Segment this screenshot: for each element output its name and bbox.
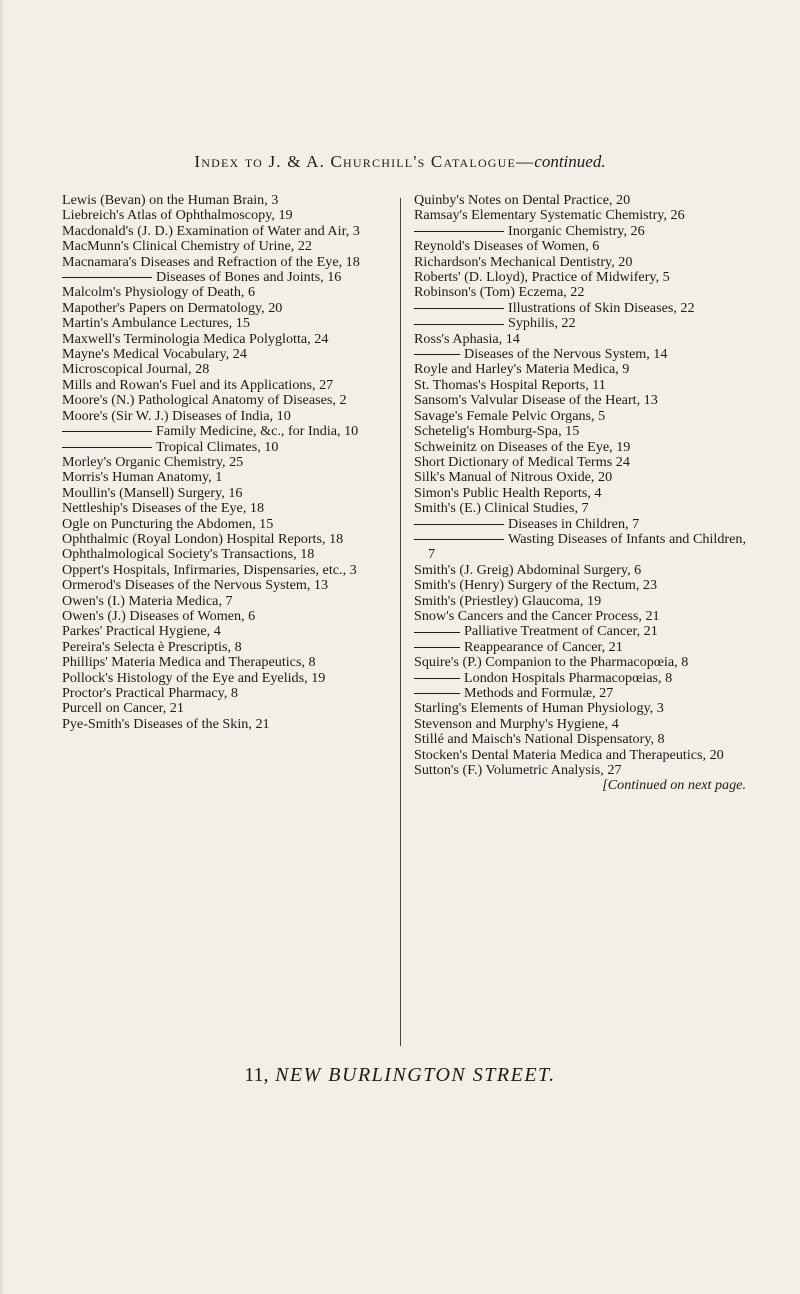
index-entry	[414, 440, 746, 455]
index-entry	[414, 455, 746, 470]
page-footer	[0, 1064, 800, 1087]
ditto-dash	[414, 539, 504, 540]
page-edge	[0, 0, 4, 1294]
index-entry	[62, 424, 392, 439]
continued-note: [Continued on next page.	[602, 777, 746, 794]
index-entry	[414, 409, 746, 424]
index-entry-text: Wasting Diseases of Infants and Children, 7	[428, 530, 746, 563]
index-entry-text: Quinby's Notes on Dental Practice, 20	[414, 192, 631, 208]
index-entry	[414, 362, 746, 377]
index-entry	[414, 424, 746, 439]
index-entry	[62, 578, 392, 593]
column-divider	[400, 198, 401, 1046]
index-entry	[414, 193, 746, 208]
index-entry-text: Schweinitz on Diseases of the Eye, 19	[414, 438, 631, 455]
index-entry-text: Simon's Public Health Reports, 4	[414, 484, 602, 501]
index-entry	[414, 208, 746, 223]
index-entry	[414, 316, 746, 331]
index-entry-text: Mills and Rowan's Fuel and its Applications, 27	[62, 376, 334, 393]
index-entry	[414, 594, 746, 609]
index-entry	[62, 285, 392, 300]
index-entry-text: Illustrations of Skin Diseases, 22	[508, 299, 695, 316]
index-entry-text: Savage's Female Pelvic Organs, 5	[414, 407, 606, 424]
index-entry-text: Stevenson and Murphy's Hygiene, 4	[414, 715, 619, 732]
index-entry-text: Reappearance of Cancer, 21	[464, 638, 623, 655]
index-entry-text: Malcolm's Physiology of Death, 6	[62, 284, 256, 301]
index-entry	[414, 393, 746, 408]
index-entry-text: Macdonald's (J. D.) Examination of Water and Air, 3	[62, 222, 360, 239]
index-entry-text: MacMunn's Clinical Chemistry of Urine, 22	[62, 238, 312, 255]
index-entry	[62, 362, 392, 377]
index-entry	[414, 270, 746, 285]
ditto-dash	[414, 524, 504, 525]
index-entry-text: Palliative Treatment of Cancer, 21	[464, 623, 658, 640]
index-entry	[414, 748, 746, 763]
index-entry-text: Pye-Smith's Diseases of the Skin, 21	[62, 715, 270, 732]
index-entry-text: Owen's (J.) Diseases of Women, 6	[62, 607, 256, 624]
index-entry	[414, 470, 746, 485]
index-entry	[62, 671, 392, 686]
index-entry	[62, 655, 392, 670]
index-entry	[62, 470, 392, 485]
index-entry-text: Ross's Aphasia, 14	[414, 330, 520, 347]
index-entry-text: Pollock's Histology of the Eye and Eyelids, 19	[62, 669, 326, 686]
ditto-dash	[62, 277, 152, 278]
index-entry	[414, 732, 746, 747]
header-continued: continued.	[534, 152, 606, 171]
index-entry	[62, 547, 392, 562]
index-entry	[414, 501, 746, 516]
ditto-dash	[414, 308, 504, 309]
index-entry	[414, 532, 746, 563]
index-entry	[414, 640, 746, 655]
index-entry-text: Diseases of the Nervous System, 14	[464, 346, 668, 363]
index-entry	[62, 224, 392, 239]
index-entry-text: Ophthalmic (Royal London) Hospital Reports, 18	[62, 530, 344, 547]
index-entry-text: Oppert's Hospitals, Infirmaries, Dispensaries, etc., 3	[62, 561, 357, 578]
ditto-dash	[414, 324, 504, 325]
index-column-left	[62, 193, 392, 732]
index-entry-text: Nettleship's Diseases of the Eye, 18	[62, 500, 265, 517]
index-entry	[62, 532, 392, 547]
index-entry-text: Phillips' Materia Medica and Therapeutics, 8	[62, 654, 316, 671]
index-entry-text: Short Dictionary of Medical Terms 24	[414, 453, 630, 470]
index-entry	[414, 655, 746, 670]
header-title: Index to J. & A. Churchill's Catalogue—	[194, 152, 535, 171]
index-entry-text: Inorganic Chemistry, 26	[508, 222, 645, 239]
index-entry	[62, 563, 392, 578]
index-entry	[414, 563, 746, 578]
index-entry-text: Maxwell's Terminologia Medica Polyglotta, 24	[62, 330, 329, 347]
index-entry-text: Tropical Climates, 10	[156, 438, 279, 455]
index-entry	[62, 193, 392, 208]
ditto-dash	[414, 231, 504, 232]
index-entry	[62, 517, 392, 532]
index-entry	[62, 455, 392, 470]
ditto-dash	[414, 647, 460, 648]
index-entry	[62, 393, 392, 408]
index-entry-text: Macnamara's Diseases and Refraction of the Eye, 18	[62, 253, 360, 270]
index-entry-text: Ramsay's Elementary Systematic Chemistry, 26	[414, 207, 685, 224]
index-entry-text: St. Thomas's Hospital Reports, 11	[414, 376, 606, 393]
index-entry	[62, 301, 392, 316]
footer-number: 11,	[244, 1064, 269, 1086]
index-entry	[62, 594, 392, 609]
index-entry-text: Squire's (P.) Companion to the Pharmacopœia, 8	[414, 654, 689, 671]
index-entry-text: Sutton's (F.) Volumetric Analysis, 27	[414, 762, 622, 779]
index-entry	[62, 378, 392, 393]
ditto-dash	[62, 447, 152, 448]
index-entry	[62, 486, 392, 501]
index-entry	[62, 640, 392, 655]
index-entry	[414, 517, 746, 532]
index-entry	[62, 409, 392, 424]
index-entry	[414, 224, 746, 239]
index-entry	[414, 671, 746, 686]
index-entry-text: Ogle on Puncturing the Abdomen, 15	[62, 515, 274, 532]
index-entry-text: Parkes' Practical Hygiene, 4	[62, 623, 221, 640]
index-entry-text: Owen's (I.) Materia Medica, 7	[62, 592, 233, 609]
index-entry	[62, 686, 392, 701]
index-entry-text: Ophthalmological Society's Transactions, 18	[62, 546, 315, 563]
index-entry	[414, 239, 746, 254]
index-entry-text: Smith's (Henry) Surgery of the Rectum, 23	[414, 577, 658, 594]
index-entry-text: Stocken's Dental Materia Medica and Therapeutics, 20	[414, 746, 724, 763]
index-entry-text: Mapother's Papers on Dermatology, 20	[62, 299, 283, 316]
index-entry	[414, 717, 746, 732]
index-entry	[62, 255, 392, 270]
index-entry	[62, 701, 392, 716]
index-entry	[62, 347, 392, 362]
index-entry	[414, 285, 746, 300]
index-entry-text: Royle and Harley's Materia Medica, 9	[414, 361, 630, 378]
index-entry	[62, 270, 392, 285]
ditto-dash	[414, 678, 460, 679]
index-entry-text: Liebreich's Atlas of Ophthalmoscopy, 19	[62, 207, 293, 224]
ditto-dash	[62, 431, 152, 432]
ditto-dash	[414, 693, 460, 694]
index-entry-text: Pereira's Selecta è Prescriptis, 8	[62, 638, 242, 655]
ditto-dash	[414, 632, 460, 633]
index-entry	[414, 486, 746, 501]
index-entry-text: Morris's Human Anatomy, 1	[62, 469, 223, 486]
index-entry	[414, 686, 746, 701]
index-entry-text: Silk's Manual of Nitrous Oxide, 20	[414, 469, 613, 486]
footer-street: NEW BURLINGTON STREET.	[275, 1064, 556, 1086]
index-entry-text: Schetelig's Homburg-Spa, 15	[414, 423, 580, 440]
index-entry-text: Moullin's (Mansell) Surgery, 16	[62, 484, 243, 501]
index-entry	[414, 347, 746, 362]
index-entry-text: Family Medicine, &c., for India, 10	[156, 423, 359, 440]
index-entry	[414, 624, 746, 639]
index-entry-text: Diseases in Children, 7	[508, 515, 640, 532]
index-entry-text: Richardson's Mechanical Dentistry, 20	[414, 253, 633, 270]
index-entry-text: Smith's (E.) Clinical Studies, 7	[414, 500, 589, 517]
index-entry	[414, 578, 746, 593]
index-entry-text: Purcell on Cancer, 21	[62, 700, 184, 717]
index-entry-text: Methods and Formulæ, 27	[464, 685, 614, 701]
index-entry	[62, 440, 392, 455]
index-entry-text: Robinson's (Tom) Eczema, 22	[414, 284, 585, 301]
index-entry	[414, 255, 746, 270]
index-column-right	[414, 193, 746, 794]
index-entry-text: Syphilis, 22	[508, 315, 576, 332]
index-entry-text: Sansom's Valvular Disease of the Heart, 13	[414, 392, 658, 409]
index-entry	[62, 332, 392, 347]
ditto-dash	[414, 354, 460, 355]
index-entry-text: Morley's Organic Chemistry, 25	[62, 453, 244, 470]
index-entry-text: Stillé and Maisch's National Dispensatory, 8	[414, 731, 665, 748]
index-entry	[62, 501, 392, 516]
index-entry	[62, 316, 392, 331]
index-entry	[414, 378, 746, 393]
index-entry-text: Ormerod's Diseases of the Nervous System, 13	[62, 577, 329, 594]
index-entry-text: Smith's (Priestley) Glaucoma, 19	[414, 592, 602, 609]
index-entry-text: Proctor's Practical Pharmacy, 8	[62, 685, 238, 701]
page-header	[0, 152, 800, 172]
index-entry-text: Starling's Elements of Human Physiology, 3	[414, 700, 664, 717]
index-entry-text: Reynold's Diseases of Women, 6	[414, 238, 600, 255]
index-entry-text: Moore's (Sir W. J.) Diseases of India, 10	[62, 407, 291, 424]
index-entry-text: Roberts' (D. Lloyd), Practice of Midwifery, 5	[414, 269, 670, 286]
index-entry	[62, 208, 392, 223]
index-entry	[62, 624, 392, 639]
index-entry	[62, 717, 392, 732]
index-entry	[414, 701, 746, 716]
index-entry-text: Mayne's Medical Vocabulary, 24	[62, 346, 247, 363]
index-entry	[414, 763, 746, 778]
index-entry-text: Moore's (N.) Pathological Anatomy of Diseases, 2	[62, 392, 347, 409]
index-entry-text: Diseases of Bones and Joints, 16	[156, 269, 342, 286]
index-entry-text: Smith's (J. Greig) Abdominal Surgery, 6	[414, 561, 642, 578]
index-entry-text: London Hospitals Pharmacopœias, 8	[464, 669, 673, 686]
index-entry-text: Snow's Cancers and the Cancer Process, 21	[414, 607, 660, 624]
index-entry-text: Lewis (Bevan) on the Human Brain, 3	[62, 192, 279, 208]
index-entry-text: Martin's Ambulance Lectures, 15	[62, 315, 250, 332]
index-entry	[414, 609, 746, 624]
index-entry	[414, 332, 746, 347]
index-entry	[62, 239, 392, 254]
index-entry-text: Microscopical Journal, 28	[62, 361, 210, 378]
index-entry	[62, 609, 392, 624]
index-entry	[414, 301, 746, 316]
